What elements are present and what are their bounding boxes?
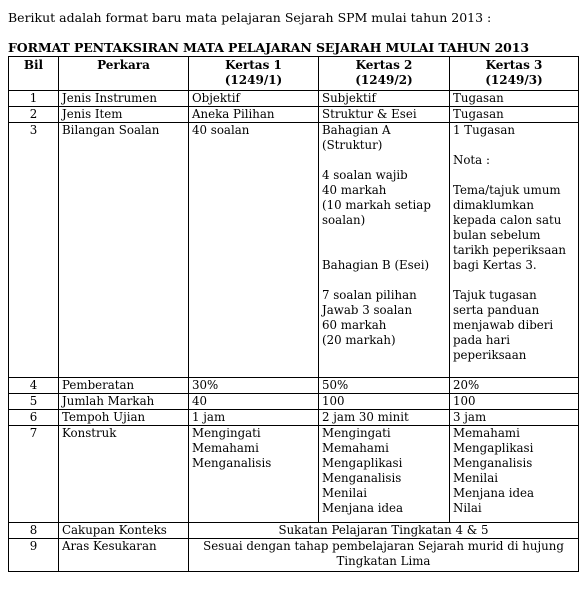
cell-line: Tajuk tugasan <box>453 288 537 302</box>
cell-line: Aneka Pilihan <box>192 107 275 121</box>
table-row <box>9 394 579 410</box>
cell-line: 2 jam 30 minit <box>322 410 409 424</box>
cell-spacer <box>322 243 446 258</box>
cell-bil: 7 <box>9 426 59 523</box>
cell-line: serta panduan <box>453 303 540 317</box>
cell-kertas-3 <box>450 394 579 410</box>
cell-kertas-3 <box>450 123 579 378</box>
cell-line: Nilai <box>453 501 482 515</box>
cell-kertas-2 <box>319 107 450 123</box>
cell-line: Memahami <box>322 441 389 455</box>
cell-line: 40 soalan <box>192 123 250 137</box>
cell-perkara: Konstruk <box>59 426 189 523</box>
table-row <box>9 107 579 123</box>
cell-kertas-3 <box>450 91 579 107</box>
cell-line: Sukatan Pelajaran Tingkatan 4 & 5 <box>278 523 489 537</box>
cell-perkara: Jenis Instrumen <box>59 91 189 107</box>
cell-line: soalan) <box>322 213 366 227</box>
cell-kertas-3 <box>450 378 579 394</box>
table-body <box>9 91 579 572</box>
cell-line: dimaklumkan <box>453 198 535 212</box>
cell-bil: 9 <box>9 539 59 572</box>
cell-line: kepada calon satu <box>453 213 562 227</box>
cell-line: bagi Kertas 3. <box>453 258 537 272</box>
header-kertas-2 <box>319 57 450 91</box>
cell-bil: 1 <box>9 91 59 107</box>
header-kertas-3-name: Kertas 3 <box>485 58 543 72</box>
cell-line: Menganalisis <box>192 456 272 470</box>
cell-kertas-2 <box>319 426 450 523</box>
cell-kertas-2 <box>319 394 450 410</box>
cell-kertas-2 <box>319 410 450 426</box>
cell-merged <box>189 539 579 572</box>
cell-spacer <box>322 228 446 243</box>
cell-perkara: Bilangan Soalan <box>59 123 189 378</box>
cell-line: Bahagian A <box>322 123 391 137</box>
cell-line: bulan sebelum <box>453 228 541 242</box>
header-bil: Bil <box>9 57 59 91</box>
cell-spacer <box>453 273 575 288</box>
cell-line: (10 markah setiap <box>322 198 431 212</box>
cell-line: 3 jam <box>453 410 487 424</box>
cell-bil: 6 <box>9 410 59 426</box>
cell-kertas-3 <box>450 426 579 523</box>
cell-line: 50% <box>322 378 349 392</box>
cell-spacer <box>453 138 575 153</box>
cell-line: Menganalisis <box>453 456 533 470</box>
header-kertas-1-name: Kertas 1 <box>225 58 282 72</box>
cell-line: Menilai <box>322 486 368 500</box>
cell-line: 1 Tugasan <box>453 123 515 137</box>
cell-line: Mengingati <box>322 426 391 440</box>
cell-line: Tugasan <box>453 107 504 121</box>
cell-line: 40 markah <box>322 183 387 197</box>
cell-line: Struktur & Esei <box>322 107 417 121</box>
cell-bil: 5 <box>9 394 59 410</box>
cell-kertas-2 <box>319 91 450 107</box>
cell-merged <box>189 523 579 539</box>
cell-line: Tingkatan Lima <box>336 554 431 568</box>
cell-line: menjawab diberi <box>453 318 554 332</box>
header-kertas-2-name: Kertas 2 <box>355 58 413 72</box>
cell-kertas-1 <box>189 91 319 107</box>
cell-line: 100 <box>322 394 345 408</box>
cell-line: Nota : <box>453 153 490 167</box>
header-perkara: Perkara <box>59 57 189 91</box>
cell-line: Objektif <box>192 91 240 105</box>
cell-line: Bahagian B (Esei) <box>322 258 430 272</box>
cell-line: Memahami <box>453 426 520 440</box>
cell-line: Menganalisis <box>322 471 402 485</box>
table-row <box>9 410 579 426</box>
header-kertas-1 <box>189 57 319 91</box>
header-kertas-3 <box>450 57 579 91</box>
cell-spacer <box>453 168 575 183</box>
table-row <box>9 123 579 378</box>
cell-perkara: Jumlah Markah <box>59 394 189 410</box>
cell-bil: 4 <box>9 378 59 394</box>
cell-kertas-2 <box>319 123 450 378</box>
table-row <box>9 378 579 394</box>
cell-line: Menjana idea <box>322 501 404 515</box>
cell-line: Jawab 3 soalan <box>322 303 413 317</box>
cell-kertas-1 <box>189 378 319 394</box>
cell-perkara: Tempoh Ujian <box>59 410 189 426</box>
cell-kertas-1 <box>189 394 319 410</box>
cell-line: tarikh peperiksaan <box>453 243 567 257</box>
cell-line: Menjana idea <box>453 486 535 500</box>
cell-line: Mengingati <box>192 426 261 440</box>
cell-line: (Struktur) <box>322 138 383 152</box>
table-row <box>9 426 579 523</box>
cell-perkara: Aras Kesukaran <box>59 539 189 572</box>
cell-perkara: Cakupan Konteks <box>59 523 189 539</box>
cell-line: Mengaplikasi <box>322 456 403 470</box>
table-row <box>9 523 579 539</box>
cell-perkara: Jenis Item <box>59 107 189 123</box>
intro-text: Berikut adalah format baru mata pelajaran Sejarah SPM mulai tahun 2013 : <box>8 10 492 25</box>
cell-line: (20 markah) <box>322 333 396 347</box>
cell-line: 20% <box>453 378 480 392</box>
cell-line: Sesuai dengan tahap pembelajaran Sejarah murid di hujung <box>203 539 564 553</box>
header-kertas-2-code: (1249/2) <box>355 73 413 87</box>
cell-line: 7 soalan pilihan <box>322 288 417 302</box>
cell-line: 40 <box>192 394 208 408</box>
cell-line: 30% <box>192 378 219 392</box>
cell-kertas-3 <box>450 410 579 426</box>
cell-kertas-1 <box>189 426 319 523</box>
cell-line: Mengaplikasi <box>453 441 534 455</box>
header-kertas-3-code: (1249/3) <box>485 73 543 87</box>
table-header-row <box>9 57 579 91</box>
table-row <box>9 91 579 107</box>
cell-kertas-1 <box>189 410 319 426</box>
table-row <box>9 539 579 572</box>
cell-line: pada hari <box>453 333 510 347</box>
cell-kertas-1 <box>189 123 319 378</box>
cell-bil: 2 <box>9 107 59 123</box>
cell-line: peperiksaan <box>453 348 527 362</box>
cell-line: Menilai <box>453 471 499 485</box>
cell-line: 60 markah <box>322 318 387 332</box>
cell-line: 100 <box>453 394 476 408</box>
assessment-format-table <box>8 56 579 572</box>
cell-line: 1 jam <box>192 410 226 424</box>
cell-spacer <box>322 153 446 168</box>
cell-line: Memahami <box>192 441 259 455</box>
cell-line: Tema/tajuk umum <box>453 183 561 197</box>
cell-bil: 8 <box>9 523 59 539</box>
table-title: FORMAT PENTAKSIRAN MATA PELAJARAN SEJARAH MULAI TAHUN 2013 <box>8 40 529 55</box>
cell-line: Tugasan <box>453 91 504 105</box>
cell-bil: 3 <box>9 123 59 378</box>
header-kertas-1-code: (1249/1) <box>224 73 283 87</box>
cell-kertas-2 <box>319 378 450 394</box>
cell-kertas-3 <box>450 107 579 123</box>
cell-perkara: Pemberatan <box>59 378 189 394</box>
cell-line: Subjektif <box>322 91 376 105</box>
cell-line: 4 soalan wajib <box>322 168 408 182</box>
cell-kertas-1 <box>189 107 319 123</box>
cell-spacer <box>322 273 446 288</box>
